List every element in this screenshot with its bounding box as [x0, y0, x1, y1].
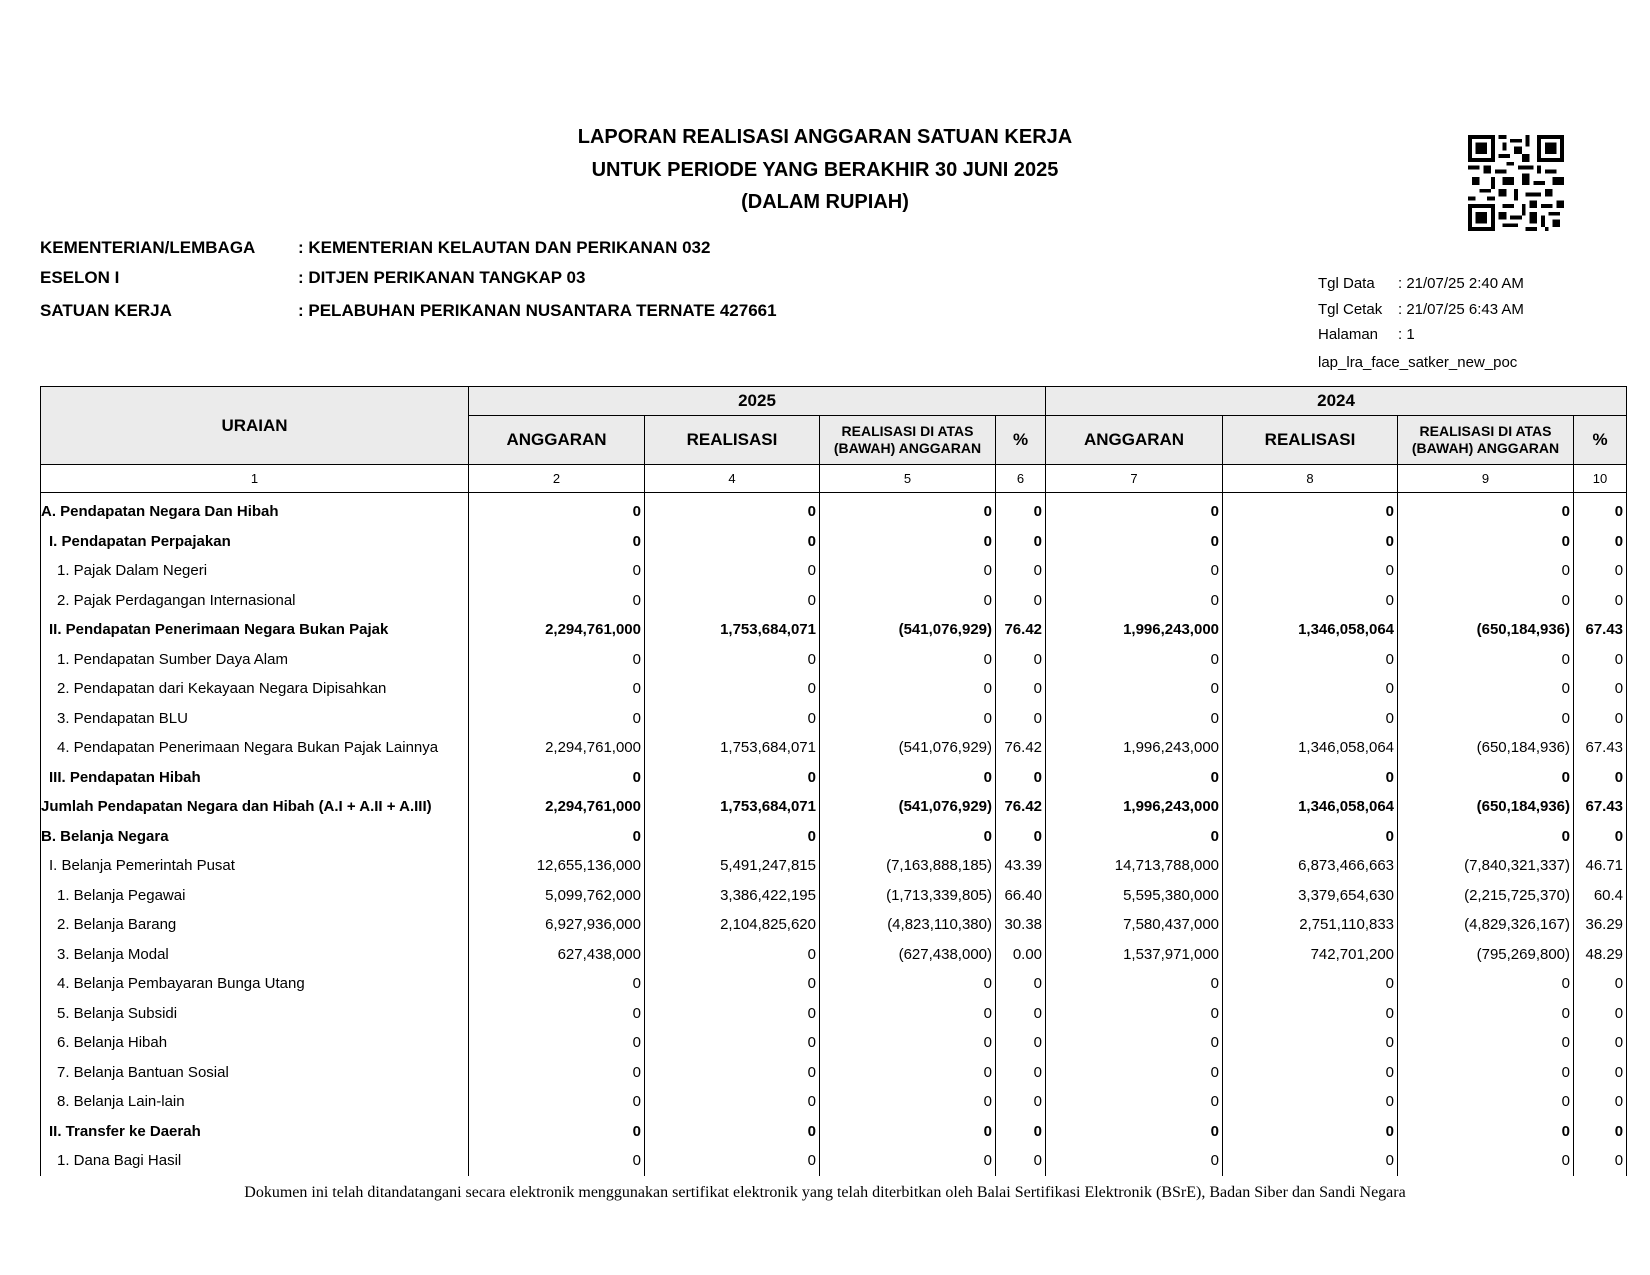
table-cell: 0 — [645, 527, 820, 557]
table-cell: 2,294,761,000 — [469, 792, 645, 822]
table-cell: 0 — [1574, 645, 1627, 675]
table-cell: (541,076,929) — [820, 792, 996, 822]
table-cell: 0 — [820, 822, 996, 852]
table-cell: 0 — [1398, 969, 1574, 999]
table-cell: 0 — [645, 493, 820, 527]
table-cell: 43.39 — [996, 851, 1046, 881]
table-cell: 0 — [1223, 999, 1398, 1029]
table-cell: 0 — [645, 556, 820, 586]
table-cell: 0 — [1574, 586, 1627, 616]
table-cell: 0.00 — [996, 940, 1046, 970]
report-title-line3: (DALAM RUPIAH) — [741, 191, 909, 213]
table-cell: 2,751,110,833 — [1223, 910, 1398, 940]
table-cell: 0 — [820, 645, 996, 675]
table-cell: 0 — [1223, 527, 1398, 557]
table-row — [41, 763, 1627, 793]
table-cell: (4,829,326,167) — [1398, 910, 1574, 940]
table-cell: 0 — [1046, 704, 1223, 734]
table-cell: 0 — [1046, 556, 1223, 586]
table-cell: 0 — [1574, 674, 1627, 704]
table-cell: 0 — [996, 1117, 1046, 1147]
table-cell: 0 — [996, 969, 1046, 999]
realisasi-header-2025: REALISASI — [645, 416, 820, 465]
table-cell: 0 — [996, 1028, 1046, 1058]
table-cell: 0 — [469, 1087, 645, 1117]
table-cell: 0 — [1046, 999, 1223, 1029]
row-label: 4. Belanja Pembayaran Bunga Utang — [41, 969, 469, 999]
table-cell: 0 — [1223, 556, 1398, 586]
column-number: 7 — [1046, 465, 1223, 493]
table-cell: (7,163,888,185) — [820, 851, 996, 881]
table-row — [41, 1058, 1627, 1088]
table-cell: 1,753,684,071 — [645, 733, 820, 763]
row-label: 1. Belanja Pegawai — [41, 881, 469, 911]
table-row — [41, 645, 1627, 675]
table-cell: 0 — [1398, 1028, 1574, 1058]
anggaran-header-2024: ANGGARAN — [1046, 416, 1223, 465]
row-label: 2. Pajak Perdagangan Internasional — [41, 586, 469, 616]
table-cell: 0 — [1574, 704, 1627, 734]
table-cell: 0 — [820, 527, 996, 557]
table-cell: 1,753,684,071 — [645, 792, 820, 822]
tgl-cetak-row — [1318, 301, 1524, 318]
column-number: 5 — [820, 465, 996, 493]
table-cell: 0 — [469, 645, 645, 675]
table-cell: 1,753,684,071 — [645, 615, 820, 645]
row-label: 8. Belanja Lain-lain — [41, 1087, 469, 1117]
anggaran-header-2025: ANGGARAN — [469, 416, 645, 465]
table-cell: 1,346,058,064 — [1223, 733, 1398, 763]
row-label: B. Belanja Negara — [41, 822, 469, 852]
table-cell: 0 — [996, 586, 1046, 616]
table-cell: 0 — [1046, 586, 1223, 616]
table-cell: 0 — [469, 1028, 645, 1058]
row-label: 5. Belanja Subsidi — [41, 999, 469, 1029]
table-cell: 0 — [1398, 674, 1574, 704]
column-number: 2 — [469, 465, 645, 493]
table-cell: 0 — [820, 674, 996, 704]
selisih-header-2025 — [820, 416, 996, 465]
table-row — [41, 556, 1627, 586]
table-row — [41, 969, 1627, 999]
table-cell: 7,580,437,000 — [1046, 910, 1223, 940]
table-cell: 1,996,243,000 — [1046, 733, 1223, 763]
table-cell: 0 — [1046, 1028, 1223, 1058]
meta-value-eselon: : DITJEN PERIKANAN TANGKAP 03 — [298, 268, 586, 287]
table-cell: 0 — [1398, 527, 1574, 557]
table-cell: 0 — [469, 674, 645, 704]
table-cell: 0 — [645, 1117, 820, 1147]
year-2024-header: 2024 — [1046, 387, 1627, 416]
table-cell: 0 — [1046, 645, 1223, 675]
report-title-line2: UNTUK PERIODE YANG BERAKHIR 30 JUNI 2025 — [591, 159, 1059, 181]
table-cell: 0 — [1223, 763, 1398, 793]
column-number: 4 — [645, 465, 820, 493]
table-cell: 0 — [820, 969, 996, 999]
row-label: I. Belanja Pemerintah Pusat — [41, 851, 469, 881]
halaman-label: Halaman — [1318, 326, 1379, 343]
halaman-row — [1318, 326, 1415, 343]
table-row — [41, 822, 1627, 852]
table-cell: 0 — [469, 1058, 645, 1088]
table-cell: 0 — [645, 1087, 820, 1117]
table-cell: 0 — [996, 763, 1046, 793]
table-cell: 0 — [820, 1146, 996, 1176]
table-cell: (7,840,321,337) — [1398, 851, 1574, 881]
table-row — [41, 586, 1627, 616]
table-cell: 0 — [1046, 1146, 1223, 1176]
table-cell: 0 — [469, 586, 645, 616]
table-cell: 0 — [469, 704, 645, 734]
table-cell: 0 — [645, 940, 820, 970]
table-cell: 36.29 — [1574, 910, 1627, 940]
table-cell: 6,873,466,663 — [1223, 851, 1398, 881]
row-label: 6. Belanja Hibah — [41, 1028, 469, 1058]
table-cell: (2,215,725,370) — [1398, 881, 1574, 911]
table-cell: 67.43 — [1574, 615, 1627, 645]
qr-code-icon — [1468, 135, 1564, 231]
table-body — [41, 493, 1627, 1176]
table-row — [41, 493, 1627, 527]
table-cell: 0 — [1223, 969, 1398, 999]
table-cell: 5,595,380,000 — [1046, 881, 1223, 911]
table-row — [41, 792, 1627, 822]
table-cell: 76.42 — [996, 615, 1046, 645]
table-cell: 0 — [1398, 493, 1574, 527]
table-cell: 5,099,762,000 — [469, 881, 645, 911]
table-cell: 2,294,761,000 — [469, 733, 645, 763]
table-cell: 0 — [1574, 527, 1627, 557]
table-cell: 0 — [1574, 1028, 1627, 1058]
row-label: 1. Pajak Dalam Negeri — [41, 556, 469, 586]
table-cell: 0 — [1574, 493, 1627, 527]
meta-label-eselon: ESELON I — [40, 268, 120, 287]
table-cell: 0 — [1398, 645, 1574, 675]
table-cell: 0 — [996, 999, 1046, 1029]
table-cell: 0 — [645, 1028, 820, 1058]
uraian-header: URAIAN — [41, 387, 469, 465]
table-cell: 0 — [645, 999, 820, 1029]
table-cell: 0 — [820, 493, 996, 527]
table-cell: 1,996,243,000 — [1046, 792, 1223, 822]
table-cell: 0 — [1046, 527, 1223, 557]
table-cell: 0 — [1223, 645, 1398, 675]
table-cell: 30.38 — [996, 910, 1046, 940]
table-row — [41, 1146, 1627, 1176]
meta-value-kementerian: : KEMENTERIAN KELAUTAN DAN PERIKANAN 032 — [298, 238, 711, 257]
pct-header-2024: % — [1574, 416, 1627, 465]
table-row — [41, 851, 1627, 881]
table-cell: 0 — [1574, 822, 1627, 852]
table-cell: 0 — [1574, 763, 1627, 793]
table-cell: 0 — [996, 822, 1046, 852]
row-label: 2. Pendapatan dari Kekayaan Negara Dipisahkan — [41, 674, 469, 704]
tgl-data-value: : 21/07/25 2:40 AM — [1398, 275, 1524, 292]
selisih-header-line1: REALISASI DI ATAS — [1419, 423, 1552, 439]
row-label: 3. Belanja Modal — [41, 940, 469, 970]
table-cell: 66.40 — [996, 881, 1046, 911]
table-cell: 0 — [1046, 493, 1223, 527]
table-cell: 0 — [996, 674, 1046, 704]
table-cell: 0 — [820, 586, 996, 616]
tgl-data-row — [1318, 275, 1524, 292]
report-title-line1: LAPORAN REALISASI ANGGARAN SATUAN KERJA — [577, 126, 1073, 148]
table-cell: 0 — [1223, 1087, 1398, 1117]
tgl-cetak-label: Tgl Cetak — [1318, 301, 1383, 318]
meta-label-kementerian: KEMENTERIAN/LEMBAGA — [40, 238, 256, 257]
table-cell: 0 — [1398, 999, 1574, 1029]
table-cell: 6,927,936,000 — [469, 910, 645, 940]
column-number: 6 — [996, 465, 1046, 493]
table-cell: 0 — [469, 999, 645, 1029]
table-cell: 76.42 — [996, 733, 1046, 763]
table-cell: 0 — [996, 527, 1046, 557]
selisih-header-line1: REALISASI DI ATAS — [841, 423, 974, 439]
table-cell: 0 — [1574, 1146, 1627, 1176]
table-cell: 0 — [1223, 1058, 1398, 1088]
table-cell: 0 — [1574, 1117, 1627, 1147]
table-cell: 0 — [1046, 1058, 1223, 1088]
row-label: A. Pendapatan Negara Dan Hibah — [41, 493, 469, 527]
column-number: 1 — [41, 465, 469, 493]
table-cell: 0 — [645, 1146, 820, 1176]
table-cell: 0 — [820, 1028, 996, 1058]
row-label: II. Pendapatan Penerimaan Negara Bukan Pajak — [41, 615, 469, 645]
report-code: lap_lra_face_satker_new_poc — [1318, 354, 1518, 371]
table-cell: 742,701,200 — [1223, 940, 1398, 970]
table-cell: 0 — [1046, 822, 1223, 852]
table-cell: 0 — [645, 704, 820, 734]
table-cell: (541,076,929) — [820, 733, 996, 763]
column-number: 10 — [1574, 465, 1627, 493]
table-cell: (4,823,110,380) — [820, 910, 996, 940]
table-cell: 3,386,422,195 — [645, 881, 820, 911]
table-cell: 0 — [1398, 763, 1574, 793]
table-cell: 60.4 — [1574, 881, 1627, 911]
table-cell: 0 — [1574, 999, 1627, 1029]
table-cell: 0 — [645, 763, 820, 793]
table-cell: 0 — [469, 1146, 645, 1176]
table-cell: 0 — [469, 763, 645, 793]
tgl-data-label: Tgl Data — [1318, 275, 1375, 292]
row-label: Jumlah Pendapatan Negara dan Hibah (A.I + A.II + A.III) — [41, 792, 469, 822]
table-cell: 0 — [1046, 763, 1223, 793]
table-cell: 0 — [820, 1087, 996, 1117]
table-cell: 0 — [820, 1058, 996, 1088]
table-cell: 0 — [1046, 969, 1223, 999]
table-row — [41, 733, 1627, 763]
year-2025-header: 2025 — [469, 387, 1046, 416]
table-row — [41, 999, 1627, 1029]
table-cell: 46.71 — [1574, 851, 1627, 881]
table-cell: 0 — [1574, 556, 1627, 586]
table-cell: 0 — [996, 645, 1046, 675]
table-cell: 0 — [996, 556, 1046, 586]
table-cell: 0 — [469, 1117, 645, 1147]
table-cell: 627,438,000 — [469, 940, 645, 970]
table-cell: 0 — [820, 999, 996, 1029]
table-row — [41, 940, 1627, 970]
table-row — [41, 1087, 1627, 1117]
table-cell: 0 — [1223, 1028, 1398, 1058]
table-cell: 0 — [1574, 969, 1627, 999]
table-cell: 0 — [820, 763, 996, 793]
pct-header-2025: % — [996, 416, 1046, 465]
table-cell: 0 — [645, 645, 820, 675]
table-cell: (795,269,800) — [1398, 940, 1574, 970]
table-cell: 0 — [1046, 674, 1223, 704]
selisih-header-line2: (BAWAH) ANGGARAN — [833, 440, 982, 456]
row-label: 2. Belanja Barang — [41, 910, 469, 940]
row-label: III. Pendapatan Hibah — [41, 763, 469, 793]
table-cell: 67.43 — [1574, 733, 1627, 763]
table-cell: 0 — [996, 1087, 1046, 1117]
row-label: I. Pendapatan Perpajakan — [41, 527, 469, 557]
table-cell: 0 — [1223, 822, 1398, 852]
table-cell: 5,491,247,815 — [645, 851, 820, 881]
table-cell: (1,713,339,805) — [820, 881, 996, 911]
table-cell: 0 — [1398, 1058, 1574, 1088]
table-row — [41, 881, 1627, 911]
table-cell: 0 — [645, 1058, 820, 1088]
table-cell: 12,655,136,000 — [469, 851, 645, 881]
table-cell: 14,713,788,000 — [1046, 851, 1223, 881]
row-label: 1. Pendapatan Sumber Daya Alam — [41, 645, 469, 675]
table-cell: (650,184,936) — [1398, 733, 1574, 763]
table-row — [41, 910, 1627, 940]
table-cell: 0 — [996, 704, 1046, 734]
meta-label-satker: SATUAN KERJA — [40, 301, 172, 320]
row-label: 4. Pendapatan Penerimaan Negara Bukan Pajak Lainnya — [41, 733, 469, 763]
table-cell: 1,346,058,064 — [1223, 615, 1398, 645]
row-label: II. Transfer ke Daerah — [41, 1117, 469, 1147]
table-cell: 0 — [469, 969, 645, 999]
table-cell: 2,294,761,000 — [469, 615, 645, 645]
table-cell: 0 — [820, 1117, 996, 1147]
table-cell: 0 — [1046, 1117, 1223, 1147]
table-row — [41, 704, 1627, 734]
table-cell: 3,379,654,630 — [1223, 881, 1398, 911]
table-cell: 0 — [1398, 1087, 1574, 1117]
table-cell: 0 — [1046, 1087, 1223, 1117]
table-cell: 48.29 — [1574, 940, 1627, 970]
table-cell: 0 — [645, 586, 820, 616]
table-row — [41, 1117, 1627, 1147]
selisih-header-2024 — [1398, 416, 1574, 465]
table-cell: 0 — [1398, 704, 1574, 734]
table-cell: 0 — [1398, 1117, 1574, 1147]
row-label: 3. Pendapatan BLU — [41, 704, 469, 734]
table-cell: 67.43 — [1574, 792, 1627, 822]
table-cell: (650,184,936) — [1398, 792, 1574, 822]
budget-realization-table — [40, 386, 1627, 1176]
table-cell: 0 — [820, 704, 996, 734]
table-row — [41, 615, 1627, 645]
halaman-value: : 1 — [1398, 326, 1415, 343]
table-cell: 0 — [996, 1146, 1046, 1176]
table-cell: 0 — [1223, 493, 1398, 527]
table-cell: 0 — [996, 493, 1046, 527]
column-number-row — [41, 465, 1627, 493]
table-cell: (541,076,929) — [820, 615, 996, 645]
table-cell: (627,438,000) — [820, 940, 996, 970]
table-cell: 0 — [820, 556, 996, 586]
table-cell: 0 — [1398, 822, 1574, 852]
table-cell: 1,346,058,064 — [1223, 792, 1398, 822]
table-cell: 0 — [1574, 1058, 1627, 1088]
column-number: 9 — [1398, 465, 1574, 493]
column-number: 8 — [1223, 465, 1398, 493]
table-cell: 0 — [1398, 586, 1574, 616]
table-row — [41, 527, 1627, 557]
table-cell: 0 — [469, 556, 645, 586]
table-cell: 76.42 — [996, 792, 1046, 822]
table-cell: 0 — [645, 969, 820, 999]
table-cell: 0 — [1223, 1117, 1398, 1147]
meta-value-satker: : PELABUHAN PERIKANAN NUSANTARA TERNATE 427661 — [298, 301, 777, 320]
row-label: 7. Belanja Bantuan Sosial — [41, 1058, 469, 1088]
table-row — [41, 1028, 1627, 1058]
signature-notice: Dokumen ini telah ditandatangani secara elektronik menggunakan sertifikat elektronik yang telah diterbitkan oleh Balai Sertifikasi Elektronik (BSrE), Badan Siber dan Sandi Negara — [244, 1184, 1406, 1201]
table-cell: (650,184,936) — [1398, 615, 1574, 645]
table-cell: 0 — [1223, 1146, 1398, 1176]
table-cell: 1,537,971,000 — [1046, 940, 1223, 970]
table-cell: 0 — [996, 1058, 1046, 1088]
table-cell: 2,104,825,620 — [645, 910, 820, 940]
table-cell: 0 — [645, 674, 820, 704]
table-cell: 1,996,243,000 — [1046, 615, 1223, 645]
tgl-cetak-value: : 21/07/25 6:43 AM — [1398, 301, 1524, 318]
table-cell: 0 — [1223, 586, 1398, 616]
row-label: 1. Dana Bagi Hasil — [41, 1146, 469, 1176]
table-cell: 0 — [469, 527, 645, 557]
table-cell: 0 — [1398, 556, 1574, 586]
selisih-header-line2: (BAWAH) ANGGARAN — [1411, 440, 1560, 456]
table-row — [41, 674, 1627, 704]
table-cell: 0 — [1398, 1146, 1574, 1176]
table-cell: 0 — [469, 493, 645, 527]
table-cell: 0 — [645, 822, 820, 852]
table-cell: 0 — [469, 822, 645, 852]
table-cell: 0 — [1574, 1087, 1627, 1117]
realisasi-header-2024: REALISASI — [1223, 416, 1398, 465]
table-cell: 0 — [1223, 674, 1398, 704]
table-cell: 0 — [1223, 704, 1398, 734]
